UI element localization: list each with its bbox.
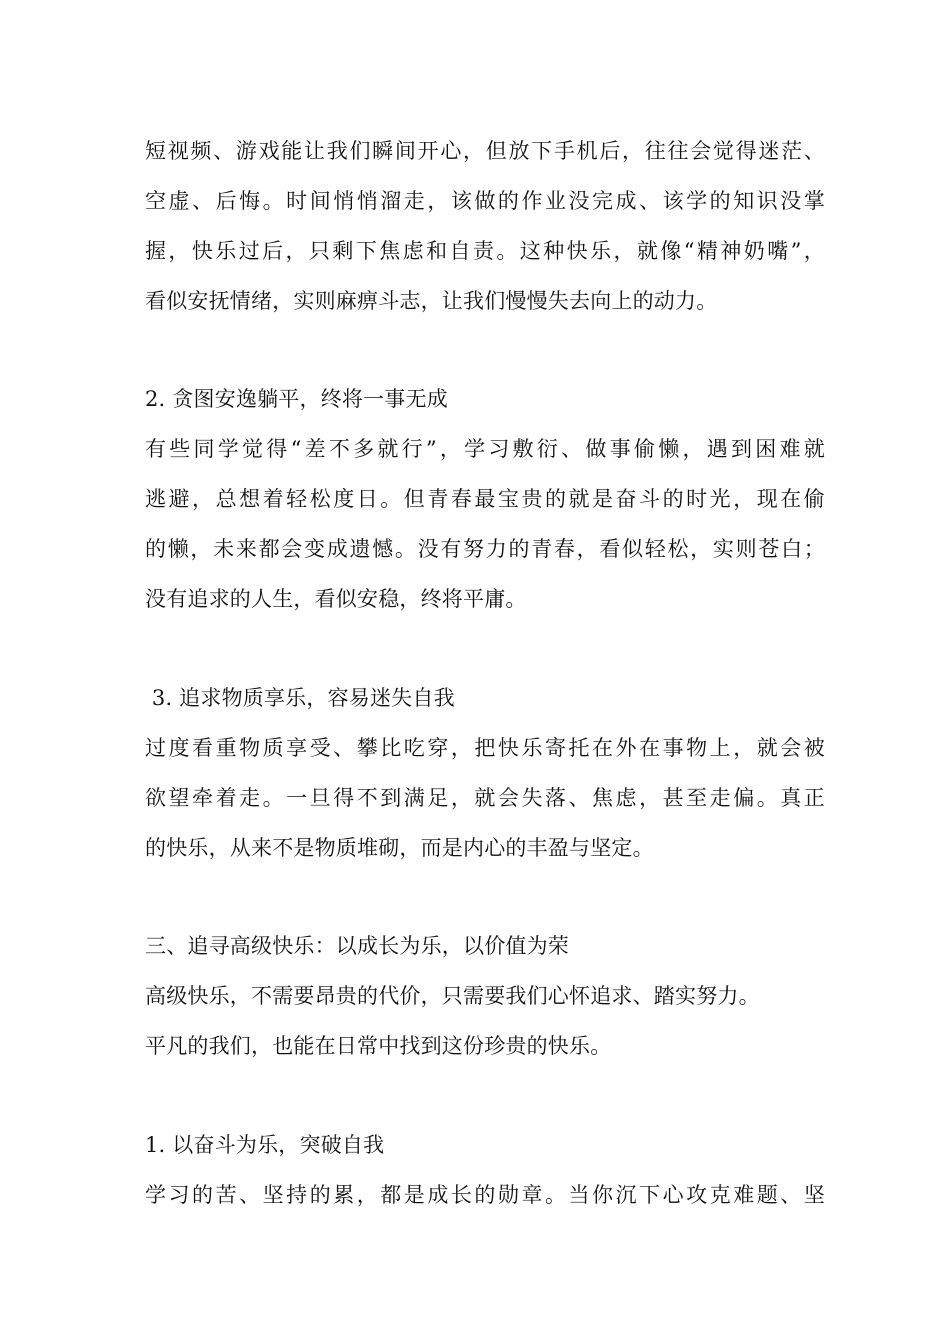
body-text-line: 的快乐，从来不是物质堆砌，而是内心的丰盈与坚定。	[145, 836, 654, 860]
body-text-line: 没有追求的人生，看似安稳，终将平庸。	[145, 587, 527, 611]
body-text-line: 有些同学觉得“差不多就行”，学习敷衍、做事偷懒，遇到困难就	[145, 437, 825, 461]
body-text-line: 高级快乐，不需要昂贵的代价，只需要我们心怀追求、踏实努力。	[145, 984, 760, 1008]
body-text-line: 平凡的我们，也能在日常中找到这份珍贵的快乐。	[145, 1034, 612, 1058]
part-heading: 三、追寻高级快乐：以成长为乐，以价值为荣	[145, 934, 569, 958]
body-text-line: 欲望牵着走。一旦得不到满足，就会失落、焦虑，甚至走偏。真正	[145, 786, 825, 810]
section-heading: 2. 贪图安逸躺平，终将一事无成	[145, 387, 448, 411]
section-heading: 3. 追求物质享乐，容易迷失自我	[145, 686, 455, 710]
body-text-line: 握，快乐过后，只剩下焦虑和自责。这种快乐，就像“精神奶嘴”，	[145, 239, 825, 263]
body-text-line: 学习的苦、坚持的累，都是成长的勋章。当你沉下心攻克难题、坚	[145, 1183, 825, 1207]
body-text-line: 空虚、后悔。时间悄悄溜走，该做的作业没完成、该学的知识没掌	[145, 189, 825, 213]
body-text-line: 看似安抚情绪，实则麻痹斗志，让我们慢慢失去向上的动力。	[145, 289, 718, 313]
body-text-line: 过度看重物质享受、攀比吃穿，把快乐寄托在外在事物上，就会被	[145, 736, 825, 760]
section-heading: 1. 以奋斗为乐，突破自我	[145, 1133, 385, 1157]
body-text-line: 短视频、游戏能让我们瞬间开心，但放下手机后，往往会觉得迷茫、	[145, 139, 825, 163]
body-text-line: 的懒，未来都会变成遗憾。没有努力的青春，看似轻松，实则苍白；	[145, 537, 825, 561]
body-text-line: 逃避，总想着轻松度日。但青春最宝贵的就是奋斗的时光，现在偷	[145, 487, 825, 511]
